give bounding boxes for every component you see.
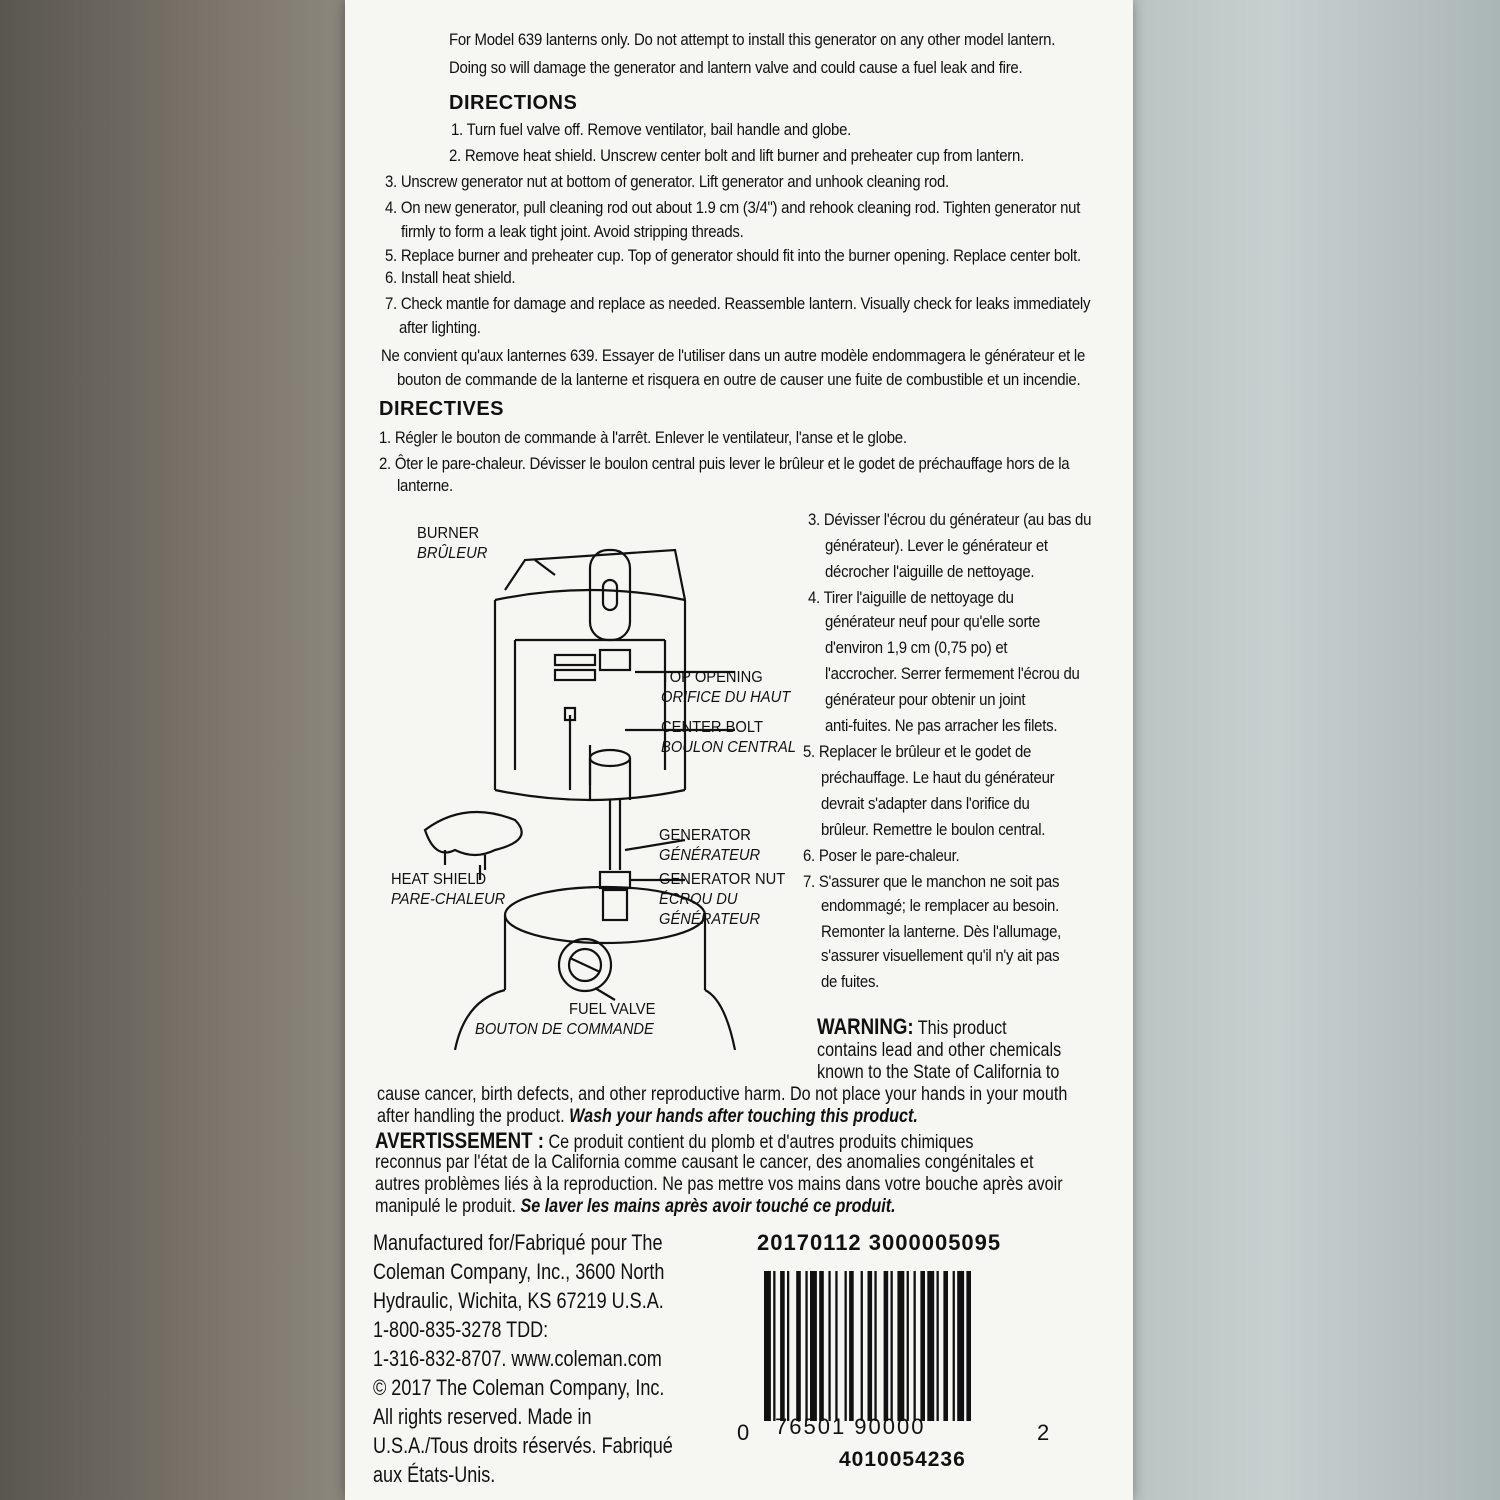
avertissement-line-2: reconnus par l'état de la California comme causant le cancer, des anomalies congénitales et: [375, 1152, 1034, 1173]
warning-line-2: contains lead and other chemicals: [817, 1040, 1062, 1061]
barcode-bar: [849, 1271, 854, 1421]
label-generator-nut-en: GENERATOR NUT: [659, 871, 786, 888]
label-heat-shield-fr: PARE-CHALEUR: [391, 891, 506, 908]
barcode-bar: [845, 1271, 847, 1421]
direction-step-3: 3. Unscrew generator nut at bottom of generator. Lift generator and unhook cleaning rod.: [385, 172, 949, 191]
mfg-line-6: © 2017 The Coleman Company, Inc.: [373, 1375, 665, 1400]
mfg-line-1: Manufactured for/Fabriqué pour The: [373, 1230, 663, 1255]
directive-step-1: 1. Régler le bouton de commande à l'arrêt. Enlever le ventilateur, l'anse et le globe.: [379, 428, 907, 447]
lantern-diagram: [385, 520, 805, 1050]
label-generator-nut-fr-2: GÉNÉRATEUR: [659, 911, 761, 928]
label-heat-shield-en: HEAT SHIELD: [391, 871, 487, 888]
directive-right-8: générateur pour obtenir un joint: [825, 690, 1026, 709]
directive-step-2: 2. Ôter le pare-chaleur. Dévisser le boulon central puis lever le brûleur et le godet de préchauffage hors de la: [379, 454, 1070, 473]
directive-right-15: 7. S'assurer que le manchon ne soit pas: [803, 872, 1060, 891]
directive-right-3: décrocher l'aiguille de nettoyage.: [825, 562, 1035, 581]
direction-step-7-cont: after lighting.: [399, 318, 481, 337]
manufacturer-block: [373, 1228, 673, 1489]
label-generator-fr: GÉNÉRATEUR: [659, 847, 761, 864]
mfg-line-8: U.S.A./Tous droits réservés. Fabriqué: [373, 1433, 673, 1458]
directions-heading: DIRECTIONS: [449, 92, 578, 114]
barcode-bar: [819, 1271, 824, 1421]
direction-step-7: 7. Check mantle for damage and replace as needed. Reassemble lantern. Visually check for leaks immediately: [385, 294, 1091, 313]
barcode-digit-left: 0: [737, 1420, 750, 1445]
barcode-bar: [764, 1271, 771, 1421]
label-top-opening-en: TOP OPENING: [661, 669, 763, 686]
label-center-bolt-fr: BOULON CENTRAL: [661, 739, 796, 756]
warning-line-3: known to the State of California to: [817, 1062, 1060, 1083]
directive-right-19: de fuites.: [821, 972, 880, 991]
directive-right-18: s'assurer visuellement qu'il n'y ait pas: [821, 946, 1060, 965]
barcode-bar: [966, 1271, 971, 1421]
label-generator: [659, 826, 760, 866]
barcode-bar: [953, 1271, 955, 1421]
directive-right-13: brûleur. Remettre le boulon central.: [821, 820, 1046, 839]
barcode-bar: [828, 1271, 830, 1421]
mfg-line-7: All rights reserved. Made in: [373, 1404, 592, 1429]
label-burner-fr: BRÛLEUR: [417, 545, 488, 562]
directive-right-17: Remonter la lanterne. Dès l'allumage,: [821, 922, 1062, 941]
directive-right-7: l'accrocher. Serrer fermement l'écrou du: [825, 664, 1080, 683]
barcode-bar: [874, 1271, 876, 1421]
barcode-bar: [897, 1271, 904, 1421]
intro-line-2: Doing so will damage the generator and lantern valve and could cause a fuel leak and fire.: [449, 58, 1023, 77]
directive-step-2-cont: lanterne.: [397, 476, 453, 495]
directive-right-4: 4. Tirer l'aiguille de nettoyage du: [808, 588, 1014, 607]
generator-nut-shape: [600, 872, 630, 888]
direction-step-6: 6. Install heat shield.: [385, 268, 516, 287]
heat-shield-shape: [425, 812, 522, 855]
barcode-bar: [787, 1271, 789, 1421]
label-top-opening: [661, 668, 790, 708]
avertissement-line-1: AVERTISSEMENT : Ce produit contient du plomb et d'autres produits chimiques: [375, 1128, 974, 1153]
burner-top-outline: [505, 550, 685, 600]
barcode-digit-right: 2: [1037, 1420, 1050, 1445]
barcode-bar: [937, 1271, 939, 1421]
directive-right-1: 3. Dévisser l'écrou du générateur (au bas du: [808, 510, 1092, 529]
avertissement-line-4: manipulé le produit. Se laver les mains après avoir touché ce produit.: [375, 1196, 896, 1217]
barcode-bar: [861, 1271, 863, 1421]
warning-line-4: cause cancer, birth defects, and other reproductive harm. Do not place your hands in your mouth: [377, 1084, 1068, 1105]
direction-step-2: 2. Remove heat shield. Unscrew center bolt and lift burner and preheater cup from lantern.: [449, 146, 1024, 165]
direction-step-5: 5. Replace burner and preheater cup. Top of generator should fit into the burner opening. Replace center bolt.: [385, 246, 1081, 265]
directive-right-11: préchauffage. Le haut du générateur: [821, 768, 1055, 787]
intro-line-1: For Model 639 lanterns only. Do not attempt to install this generator on any other model lantern.: [449, 30, 1056, 49]
label-fuel-valve-en: FUEL VALVE: [569, 1001, 656, 1018]
directive-right-9: anti-fuites. Ne pas arracher les filets.: [825, 716, 1058, 735]
barcode-bar: [927, 1271, 934, 1421]
barcode-bar: [773, 1271, 775, 1421]
barcode-bar: [943, 1271, 948, 1421]
label-center-bolt: [661, 718, 796, 758]
background-left: [0, 0, 345, 1500]
mfg-line-3: Hydraulic, Wichita, KS 67219 U.S.A.: [373, 1288, 664, 1313]
avertissement-line-3: autres problèmes liés à la reproduction. Ne pas mettre vos mains dans votre bouche après avoir: [375, 1174, 1063, 1195]
label-center-bolt-en: CENTER BOLT: [661, 719, 763, 736]
directive-right-10: 5. Replacer le brûleur et le godet de: [803, 742, 1032, 761]
barcode-bar: [835, 1271, 837, 1421]
instruction-sheet: [345, 0, 1133, 1500]
french-intro-line-2: bouton de commande de la lanterne et risquera en outre de causer une fuite de combustible et un incendie.: [397, 370, 1081, 389]
barcode-bar: [868, 1271, 873, 1421]
directive-right-12: devrait s'adapter dans l'orifice du: [821, 794, 1030, 813]
barcode-bar: [914, 1271, 916, 1421]
label-generator-nut-fr-1: ÉCROU DU: [659, 891, 738, 908]
barcode-bar: [884, 1271, 889, 1421]
directive-right-5: générateur neuf pour qu'elle sorte: [825, 612, 1041, 631]
label-fuel-valve-fr: BOUTON DE COMMANDE: [475, 1021, 654, 1038]
warning-line-1: WARNING: This product: [817, 1014, 1007, 1039]
label-heat-shield: [391, 870, 505, 910]
warning-line-5: after handling the product. Wash your hands after touching this product.: [377, 1106, 918, 1127]
french-intro-line-1: Ne convient qu'aux lanternes 639. Essayer de l'utiliser dans un autre modèle endommagera le générateur et le: [381, 346, 1086, 365]
barcode-bar: [891, 1271, 893, 1421]
barcode-bar: [957, 1271, 964, 1421]
barcode-digits: 76501 90000: [775, 1414, 926, 1439]
item-number: 4010054236: [839, 1448, 966, 1471]
label-top-opening-fr: ORIFICE DU HAUT: [661, 689, 791, 706]
directive-right-6: d'environ 1,9 cm (0,75 po) et: [825, 638, 1008, 657]
mfg-line-9: aux États-Unis.: [373, 1462, 496, 1487]
barcode-bar: [810, 1271, 817, 1421]
barcode-bar: [907, 1271, 909, 1421]
directive-right-14: 6. Poser le pare-chaleur.: [803, 846, 960, 865]
mfg-line-4: 1-800-835-3278 TDD:: [373, 1317, 549, 1342]
label-generator-nut: [659, 870, 785, 930]
mfg-line-5: 1-316-832-8707. www.coleman.com: [373, 1346, 662, 1371]
direction-step-4-cont: firmly to form a leak tight joint. Avoid stripping threads.: [401, 222, 744, 241]
label-generator-en: GENERATOR: [659, 827, 751, 844]
label-burner: [417, 524, 487, 564]
lot-code: 20170112 3000005095: [757, 1230, 1002, 1255]
background-right: [1130, 0, 1500, 1500]
directives-heading: DIRECTIVES: [379, 398, 505, 420]
barcode-bar: [920, 1271, 925, 1421]
mfg-line-2: Coleman Company, Inc., 3600 North: [373, 1259, 665, 1284]
barcode-bar: [805, 1271, 807, 1421]
directive-right-16: endommagé; le remplacer au besoin.: [821, 896, 1060, 915]
label-burner-en: BURNER: [417, 525, 480, 542]
directive-right-2: générateur). Lever le générateur et: [825, 536, 1048, 555]
barcode-bar: [796, 1271, 801, 1421]
direction-step-4: 4. On new generator, pull cleaning rod out about 1.9 cm (3/4") and rehook cleaning rod. Tighten generator nut: [385, 198, 1081, 217]
direction-step-1: 1. Turn fuel valve off. Remove ventilator, bail handle and globe.: [451, 120, 852, 139]
barcode-bar: [780, 1271, 785, 1421]
